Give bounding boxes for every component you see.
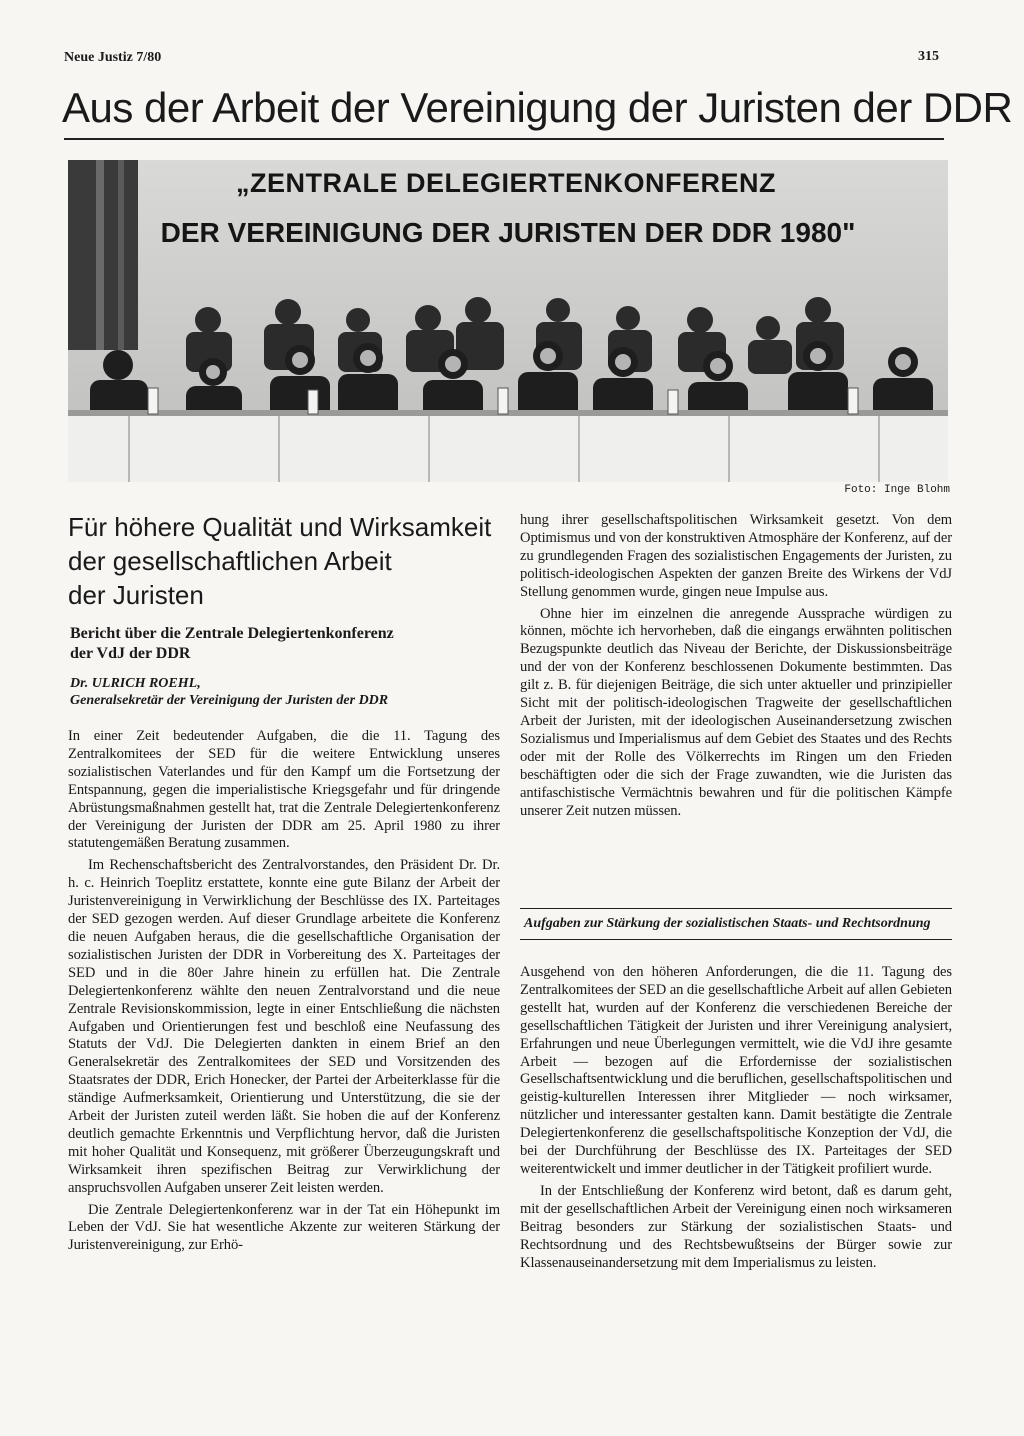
conference-photo	[68, 160, 948, 482]
paragraph: In einer Zeit bedeutender Aufgaben, die die 11. Tagung des Zentralkomitees der SED für die weitere Entwicklung unseres sozialistischen Vaterlandes und für den Kampf um die Fortsetzung der Entspannung, gegen die imperialistische Kriegsgefahr und für dringende Abrüstungsmaßnahmen gestellt hat, trat die Zentrale Delegiertenkonferenz der Vereinigung der Juristen der DDR am 25. April 1980 zu ihrer statutengemäßen Beratung zusammen.	[68, 728, 500, 852]
banner-line-1: „ZENTRALE DELEGIERTENKONFERENZ	[235, 168, 777, 198]
paragraph: Die Zentrale Delegiertenkonferenz war in der Tat ein Höhepunkt im Leben der VdJ. Sie hat wesentliche Akzente zur weiteren Stärkung der Juristenvereinigung, zur Erhö-	[68, 1201, 500, 1254]
paragraph: In der Entschließung der Konferenz wird betont, daß es darum geht, mit der gesellschaftlichen Arbeit der Vereinigung einen noch wirksameren Beitrag besonders zur Stärkung der sozialistischen Staats- und Rechtsordnung und des Rechtsbewußtseins der Bürger sowie zur Klassenauseinandersetzung mit dem Imperialismus zu leisten.	[520, 1182, 952, 1271]
subtitle-line: der VdJ der DDR	[70, 645, 191, 662]
photo-caption: Foto: Inge Blohm	[844, 484, 950, 496]
paragraph: hung ihrer gesellschaftspolitischen Wirksamkeit gesetzt. Von dem Optimismus und von der konstruktiven Atmosphäre der Konferenz, auf der zu grundlegenden Fragen des sozialistischen Engagements der Juristen, zu politisch-ideologischen Aspekten der ganzen Breite des Wirkens der VdJ Stellung genommen wurde, gingen neue Impulse aus.	[520, 512, 952, 600]
left-column	[68, 728, 500, 1259]
author-role: Generalsekretär der Vereinigung der Juristen der DDR	[70, 693, 389, 708]
right-column-top	[520, 512, 952, 824]
author-name: Dr. ULRICH ROEHL,	[70, 676, 201, 691]
conference-photo-graphic	[68, 160, 948, 482]
article-title	[68, 510, 492, 612]
paragraph: Im Rechenschaftsbericht des Zentralvorstandes, den Präsident Dr. Dr. h. c. Heinrich Toeplitz erstattete, konnte eine gute Bilanz der Arbeit der Juristenvereinigung in Verwirklichung der Beschlüsse des IX. Parteitages der SED gezogen werden. Auf dieser Grundlage arbeitete die Konferenz die neuen Aufgaben heraus, die die gesellschaftliche Organisation der sozialistischen Juristen der DDR in Vorbereitung des X. Parteitages der SED und in die 80er Jahre hinein zu erfüllen hat. Die Zentrale Delegiertenkonferenz wählte den neuen Zentralvorstand und die neue Zentrale Revisionskommission, legte in einer Entschließung die nächsten Aufgaben und Orientierungen fest und beschloß eine Neufassung des Statuts der VdJ. Die Delegierten dankten in einem Brief an den Generalsekretär des Zentralkomitees der SED und Vorsitzenden des Staatsrates der DDR, Erich Honecker, der Partei der Arbeiterklasse für die ständige Aufmerksamkeit, Orientierung und Unterstützung, die sie der Arbeit der Juristen zuteil werden läßt. Sie hoben die auf der Konferenz deutlich gemachte Erkenntnis und Verpflichtung hervor, daß die Juristen mit hoher Qualität und Konsequenz, mit größerer Überzeugungskraft und Wirksamkeit ihren spezifischen Beitrag zur Verwirklichung der anspruchsvollen Aufgaben unserer Zeit leisten werden.	[68, 857, 500, 1196]
banner-line-2: DER VEREINIGUNG DER JURISTEN DER DDR 1980"	[160, 217, 856, 248]
article-subtitle	[70, 624, 490, 664]
subtitle-line: Bericht über die Zentrale Delegiertenkonferenz	[70, 625, 394, 642]
title-rule	[64, 138, 944, 140]
paragraph: Ohne hier im einzelnen die anregende Aussprache würdigen zu können, möchte ich hervorheben, daß die eingangs erwähnten politischen Bezugspunkte deutlich das Niveau der Berichte, der Diskussionsbeiträge und der von der Konferenz beschlossenen Dokumente bestimmten. Das gilt z. B. für diejenigen Beiträge, die sich unter aktueller und prinzipieller Sicht mit der politisch-ideologischen Tragweite der gesellschaftlichen Arbeit der Juristen, mit der ideologischen Auseinandersetzung zwischen Sozialismus und Imperialismus auf dem Gebiet des Staates und des Rechts oder mit der Rolle des Völkerrechts im Ringen um den Frieden beschäftigten oder die sich der Frage zuwandten, wie die Juristen das antifaschistische Vermächtnis bewahren und für die politischen Kämpfe unserer Zeit nutzen müssen.	[520, 605, 952, 819]
section-title: Aus der Arbeit der Vereinigung der Juristen der DDR	[62, 84, 1013, 131]
article-title-line: der Juristen	[68, 580, 204, 610]
running-head: Neue Justiz 7/80	[64, 50, 162, 65]
right-column-bottom	[520, 964, 952, 1276]
paragraph: Ausgehend von den höheren Anforderungen, die die 11. Tagung des Zentralkomitees der SED an die gesellschaftliche Arbeit auf allen Gebieten gestellt hat, wurden auf der Konferenz die verschiedenen Bereiche der gesellschaftlichen Tätigkeit der Juristen und ihrer Vereinigung analysiert, Erfahrungen und neue Überlegungen vermittelt, wie die VdJ ihre gesamte Arbeit — bezogen auf die Erfordernisse der sozialistischen Gesellschaftsentwicklung und die beruflichen, gesellschaftspolitischen und geistig-kulturellen Interessen ihrer Mitglieder — noch wirksamer, nützlicher und interessanter gestalten kann. Damit bestätigte die Zentrale Delegiertenkonferenz die gesellschaftspolitische Konzeption der VdJ, die bei der Durchführung der Beschlüsse des IX. Parteitages der SED weiterentwickelt und immer deutlicher in der Tätigkeit profiliert wurde.	[520, 964, 952, 1177]
subsection-heading: Aufgaben zur Stärkung der sozialistischen Staats- und Rechtsordnung	[520, 908, 952, 940]
article-title-line: Für höhere Qualität und Wirksamkeit	[68, 512, 492, 542]
page-number: 315	[918, 49, 939, 64]
article-title-line: der gesellschaftlichen Arbeit	[68, 546, 392, 576]
